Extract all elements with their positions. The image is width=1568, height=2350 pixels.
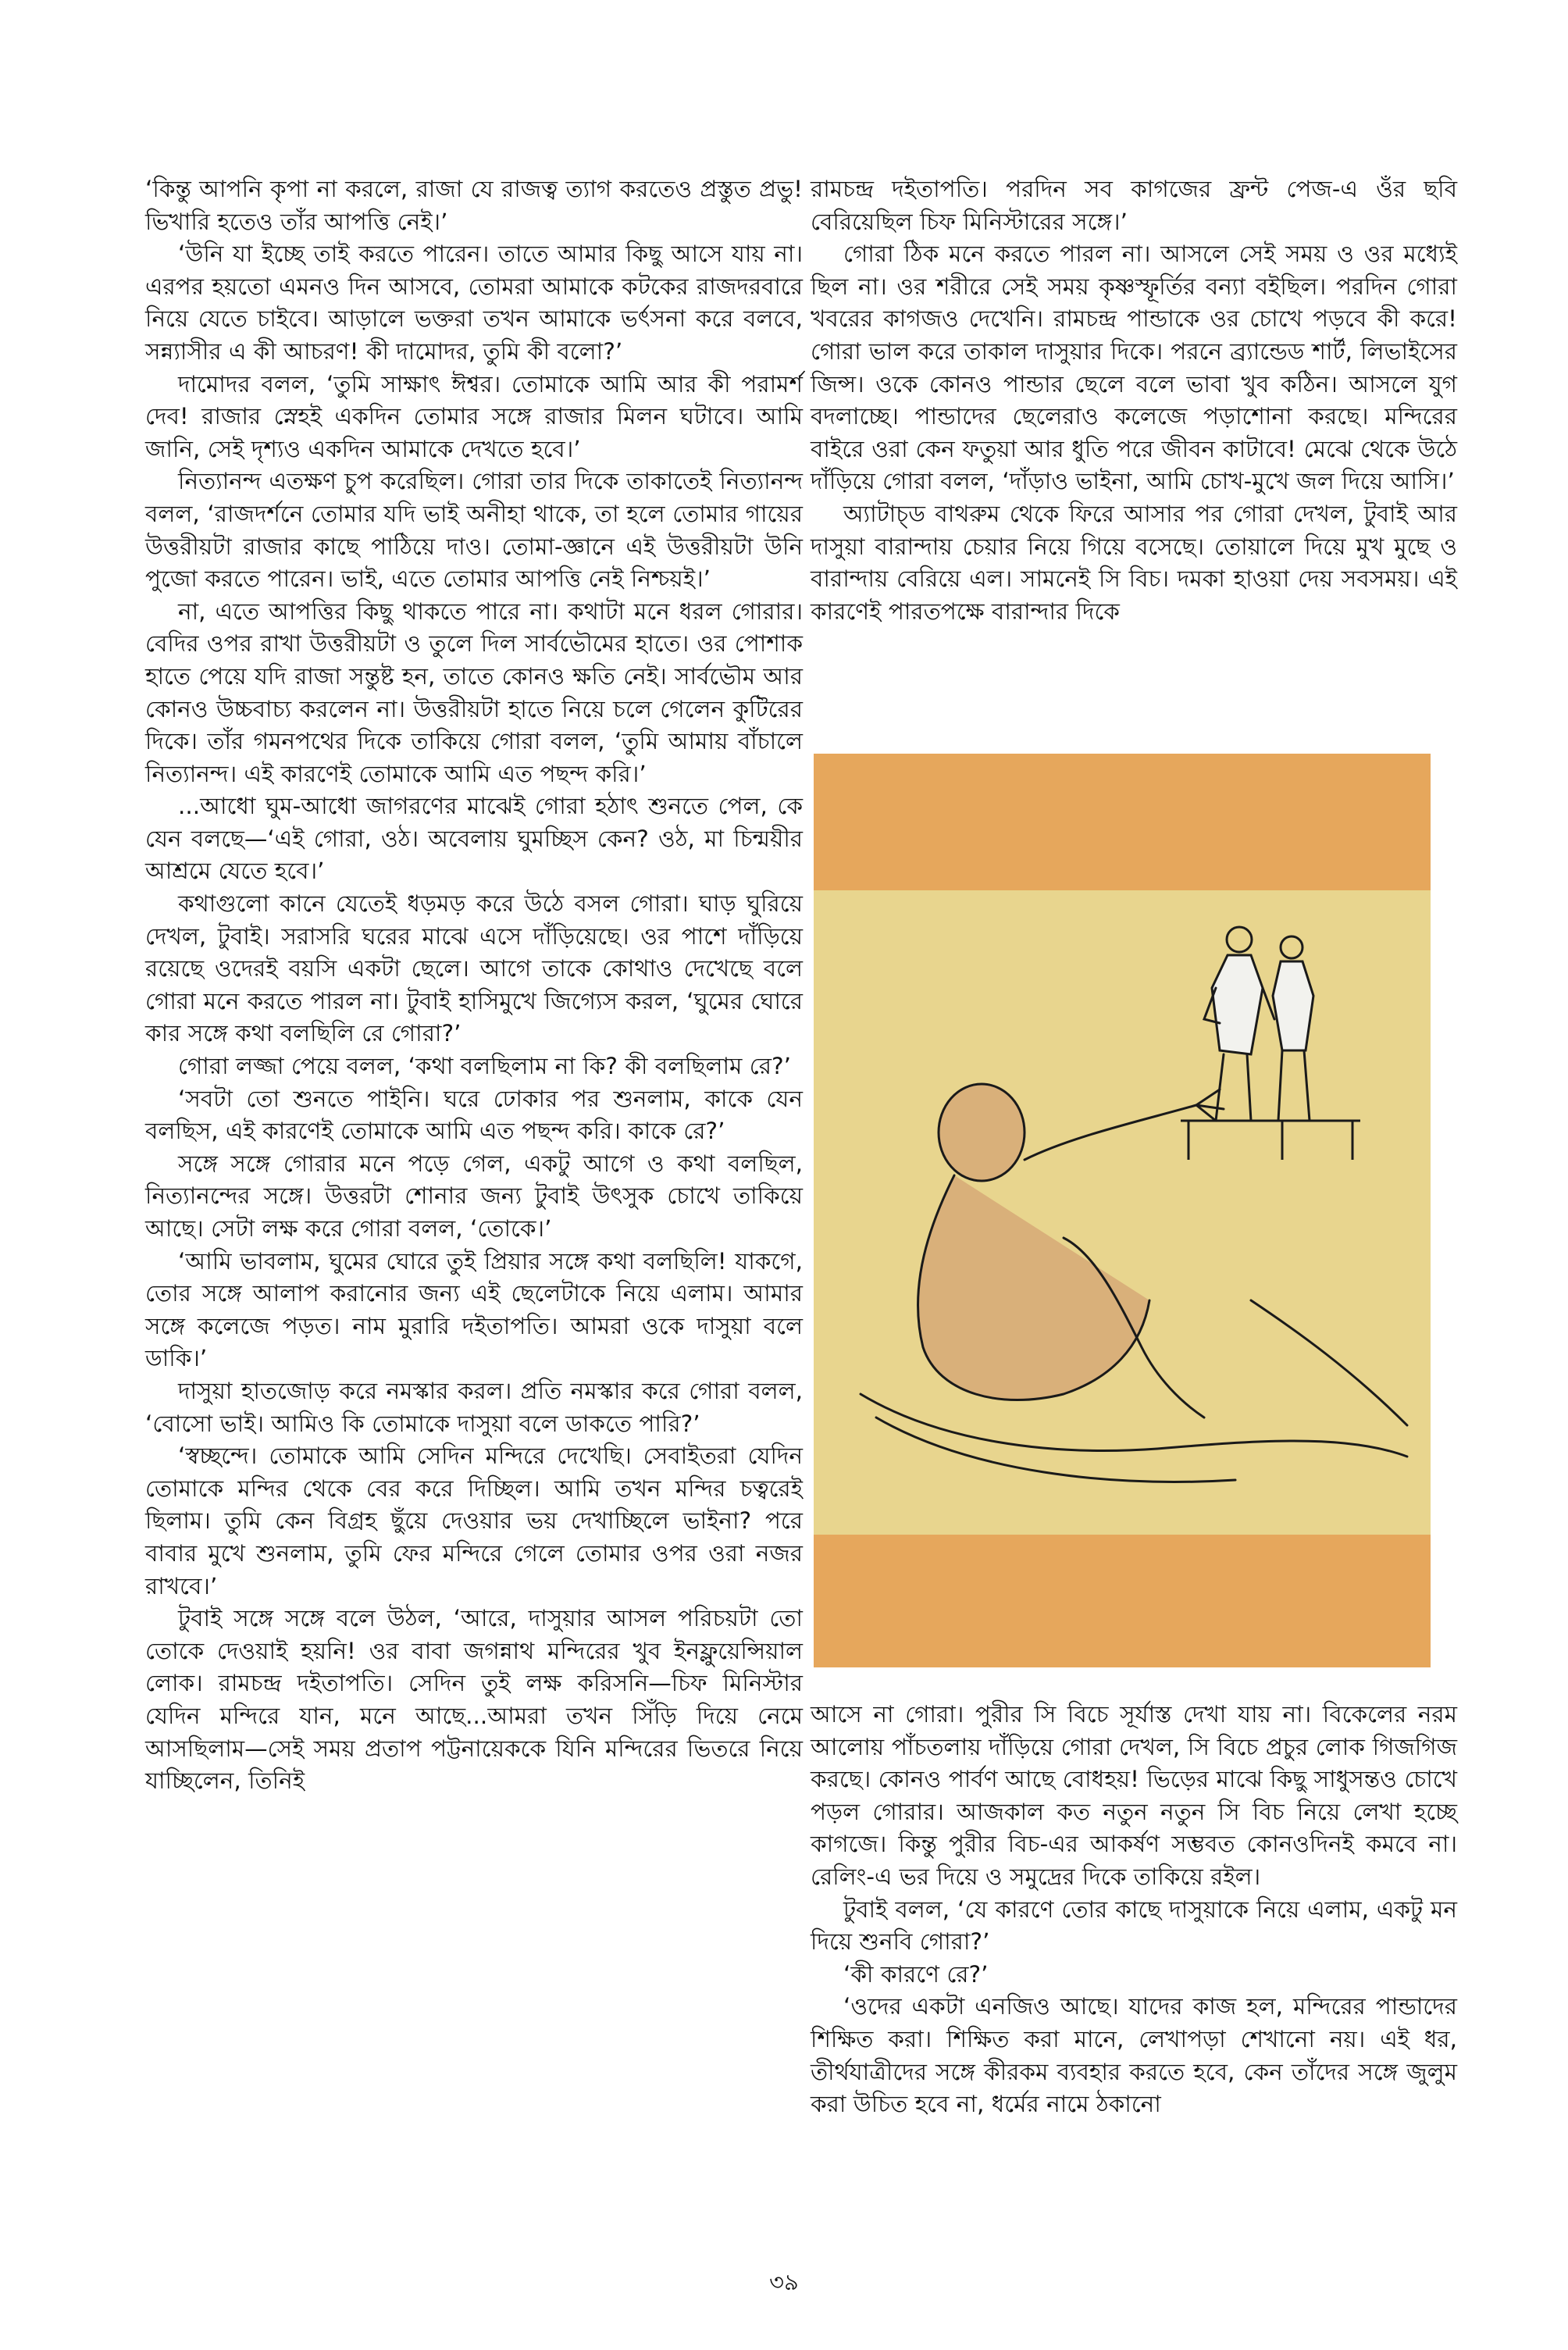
paragraph: টুবাই সঙ্গে সঙ্গে বলে উঠল, ‘আরে, দাসুয়ার আসল পরিচয়টা তো তোকে দেওয়াই হয়নি! ওর বাবা জগন্নাথ মন্দিরের খুব ইনফ্লুয়েন্সিয়াল লোক। রামচন্দ্র দইতাপতি। সেদিন তুই লক্ষ করিসনি—চিফ মিনিস্টার যেদিন মন্দিরে যান, মনে আছে...আমরা তখন সিঁড়ি দিয়ে নেমে আসছিলাম—সেই সময় প্রতাপ পট্টনায়েককে যিনি মন্দিরের ভিতরে নিয়ে যাচ্ছিলেন, তিনিই: [145, 1605, 803, 1795]
paragraph: ‘উনি যা ইচ্ছে তাই করতে পারেন। তাতে আমার কিছু আসে যায় না। এরপর হয়তো এমনও দিন আসবে, তোমরা আমাকে কটকের রাজদরবারে নিয়ে যেতে চাইবে। আড়ালে ভক্তরা তখন আমাকে ভর্ৎসনা করে বলবে, সন্ন্যাসীর এ কী আচরণ! কী দামোদর, তুমি কী বলো?’: [145, 241, 803, 365]
paragraph: কথাগুলো কানে যেতেই ধড়মড় করে উঠে বসল গোরা। ঘাড় ঘুরিয়ে দেখল, টুবাই। সরাসরি ঘরের মাঝে এসে দাঁড়িয়েছে। ওর পাশে দাঁড়িয়ে রয়েছে ওদেরই বয়সি একটা ছেলে। আগে তাকে কোথাও দেখেছে বলে গোরা মনে করতে পারল না। টুবাই হাসিমুখে জিগ্যেস করল, ‘ঘুমের ঘোরে কার সঙ্গে কথা বলছিলি রে গোরা?’: [145, 890, 803, 1047]
paragraph: গোরা ঠিক মনে করতে পারল না। আসলে সেই সময় ও ওর মধ্যেই ছিল না। ওর শরীরে সেই সময় কৃষ্ণস্ফূর্তির বন্যা বইছিল। পরদিন গোরা খবরের কাগজও দেখেনি। রামচন্দ্র পান্ডাকে ওর চোখে পড়বে কী করে! গোরা ভাল করে তাকাল দাসুয়ার দিকে। পরনে ব্র্যান্ডেড শার্ট, লিভাইসের জিন্স। ওকে কোনও পান্ডার ছেলে বলে ভাবা খুব কঠিন। আসলে যুগ বদলাচ্ছে। পান্ডাদের ছেলেরাও কলেজে পড়াশোনা করছে। মন্দিরের বাইরে ওরা কেন ফতুয়া আর ধুতি পরে জীবন কাটাবে! মেঝে থেকে উঠে দাঁড়িয়ে গোরা বলল, ‘দাঁড়াও ভাইনা, আমি চোখ-মুখে জল দিয়ে আসি।’: [811, 241, 1457, 495]
illustration-bottom-band: [814, 1535, 1431, 1667]
paragraph: রামচন্দ্র দইতাপতি। পরদিন সব কাগজের ফ্রন্ট পেজ-এ ওঁর ছবি বেরিয়েছিল চিফ মিনিস্টারের সঙ্গে।’: [811, 176, 1457, 235]
right-text-column-top: [811, 173, 1457, 628]
illustration-panel: [814, 890, 1431, 1535]
left-text-column: [145, 173, 803, 1798]
paragraph: না, এতে আপত্তির কিছু থাকতে পারে না। কথাটা মনে ধরল গোরার। বেদির ওপর রাখা উত্তরীয়টা ও তুলে দিল সার্বভৌমের হাতে। ওর পোশাক হাতে পেয়ে যদি রাজা সন্তুষ্ট হন, তাতে কোনও ক্ষতি নেই। সার্বভৌম আর কোনও উচ্চবাচ্য করলেন না। উত্তরীয়টা হাতে নিয়ে চলে গেলেন কুটিরের দিকে। তাঁর গমনপথের দিকে তাকিয়ে গোরা বলল, ‘তুমি আমায় বাঁচালে নিত্যানন্দ। এই কারণেই তোমাকে আমি এত পছন্দ করি।’: [145, 597, 803, 787]
paragraph: ‘সবটা তো শুনতে পাইনি। ঘরে ঢোকার পর শুনলাম, কাকে যেন বলছিস, এই কারণেই তোমাকে আমি এত পছন্দ করি। কাকে রে?’: [145, 1085, 803, 1145]
paragraph: টুবাই বলল, ‘যে কারণে তোর কাছে দাসুয়াকে নিয়ে এলাম, একটু মন দিয়ে শুনবি গোরা?’: [811, 1895, 1457, 1956]
paragraph: আসে না গোরা। পুরীর সি বিচে সূর্যাস্ত দেখা যায় না। বিকেলের নরম আলোয় পাঁচতলায় দাঁড়িয়ে গোরা দেখল, সি বিচে প্রচুর লোক গিজগিজ করছে। কোনও পার্বণ আছে বোধহয়! ভিড়ের মাঝে কিছু সাধুসন্তও চোখে পড়ল গোরার। আজকাল কত নতুন নতুন সি বিচ নিয়ে লেখা হচ্ছে কাগজে। কিন্তু পুরীর বিচ-এর আকর্ষণ সম্ভবত কোনওদিনই কমবে না। রেলিং-এ ভর দিয়ে ও সমুদ্রের দিকে তাকিয়ে রইল।: [811, 1701, 1457, 1890]
paragraph: ‘ওদের একটা এনজিও আছে। যাদের কাজ হল, মন্দিরের পান্ডাদের শিক্ষিত করা। শিক্ষিত করা মানে, লেখাপড়া শেখানো নয়। এই ধর, তীর্থযাত্রীদের সঙ্গে কীরকম ব্যবহার করতে হবে, কেন তাঁদের সঙ্গে জুলুম করা উচিত হবে না, ধর্মের নামে ঠকানো: [811, 1993, 1457, 2118]
paragraph: গোরা লজ্জা পেয়ে বলল, ‘কথা বলছিলাম না কি? কী বলছিলাম রে?’: [178, 1053, 792, 1080]
paragraph: ‘কী কারণে রে?’: [843, 1960, 989, 1988]
paragraph: দাসুয়া হাতজোড় করে নমস্কার করল। প্রতি নমস্কার করে গোরা বলল, ‘বোসো ভাই। আমিও কি তোমাকে দাসুয়া বলে ডাকতে পারি?’: [145, 1377, 803, 1437]
story-illustration: [814, 754, 1431, 1667]
page-number: ৩৯: [769, 2269, 799, 2295]
paragraph: সঙ্গে সঙ্গে গোরার মনে পড়ে গেল, একটু আগে ও কথা বলছিল, নিত্যানন্দের সঙ্গে। উত্তরটা শোনার জন্য টুবাই উৎসুক চোখে তাকিয়ে আছে। সেটা লক্ষ করে গোরা বলল, ‘তোকে।’: [145, 1150, 803, 1242]
illustration-top-band: [814, 754, 1431, 890]
paragraph: ...আধো ঘুম-আধো জাগরণের মাঝেই গোরা হঠাৎ শুনতে পেল, কে যেন বলছে—‘এই গোরা, ওঠ। অবেলায় ঘুমচ্ছিস কেন? ওঠ, মা চিন্ময়ীর আশ্রমে যেতে হবে।’: [145, 793, 803, 885]
paragraph: দামোদর বলল, ‘তুমি সাক্ষাৎ ঈশ্বর। তোমাকে আমি আর কী পরামর্শ দেব! রাজার স্নেহই একদিন তোমার সঙ্গে রাজার মিলন ঘটাবে। আমি জানি, সেই দৃশ্যও একদিন আমাকে দেখতে হবে।’: [145, 370, 803, 462]
paragraph: ‘স্বচ্ছন্দে। তোমাকে আমি সেদিন মন্দিরে দেখেছি। সেবাইতরা যেদিন তোমাকে মন্দির থেকে বের করে দিচ্ছিল। আমি তখন মন্দির চত্বরেই ছিলাম। তুমি কেন বিগ্রহ ছুঁয়ে দেওয়ার ভয় দেখাচ্ছিলে ভাইনা? পরে বাবার মুখে শুনলাম, তুমি ফের মন্দিরে গেলে তোমার ওপর ওরা নজর রাখবে।’: [145, 1442, 803, 1599]
right-text-column-bottom: [811, 1699, 1457, 2121]
paragraph: নিত্যানন্দ এতক্ষণ চুপ করেছিল। গোরা তার দিকে তাকাতেই নিত্যানন্দ বলল, ‘রাজদর্শনে তোমার যদি ভাই অনীহা থাকে, তা হলে তোমার গায়ের উত্তরীয়টা রাজার কাছে পাঠিয়ে দাও। তোমা-জ্ঞানে এই উত্তরীয়টা উনি পুজো করতে পারেন। ভাই, এতে তোমার আপত্তি নেই নিশ্চয়ই।’: [145, 468, 803, 593]
paragraph: ‘কিন্তু আপনি কৃপা না করলে, রাজা যে রাজত্ব ত্যাগ করতেও প্রস্তুত প্রভু! ভিখারি হতেও তাঁর আপত্তি নেই।’: [145, 176, 803, 235]
paragraph: অ্যাটাচ্‌ড বাথরুম থেকে ফিরে আসার পর গোরা দেখল, টুবাই আর দাসুয়া বারান্দায় চেয়ার নিয়ে গিয়ে বসেছে। তোয়ালে দিয়ে মুখ মুছে ও বারান্দায় বেরিয়ে এল। সামনেই সি বিচ। দমকা হাওয়া দেয় সবসময়। এই কারণেই পারতপক্ষে বারান্দার দিকে: [811, 500, 1457, 625]
paragraph: ‘আমি ভাবলাম, ঘুমের ঘোরে তুই প্রিয়ার সঙ্গে কথা বলছিলি! যাকগে, তোর সঙ্গে আলাপ করানোর জন্য এই ছেলেটাকে নিয়ে এলাম। আমার সঙ্গে কলেজে পড়ত। নাম মুরারি দইতাপতি। আমরা ওকে দাসুয়া বলে ডাকি।’: [145, 1247, 803, 1372]
